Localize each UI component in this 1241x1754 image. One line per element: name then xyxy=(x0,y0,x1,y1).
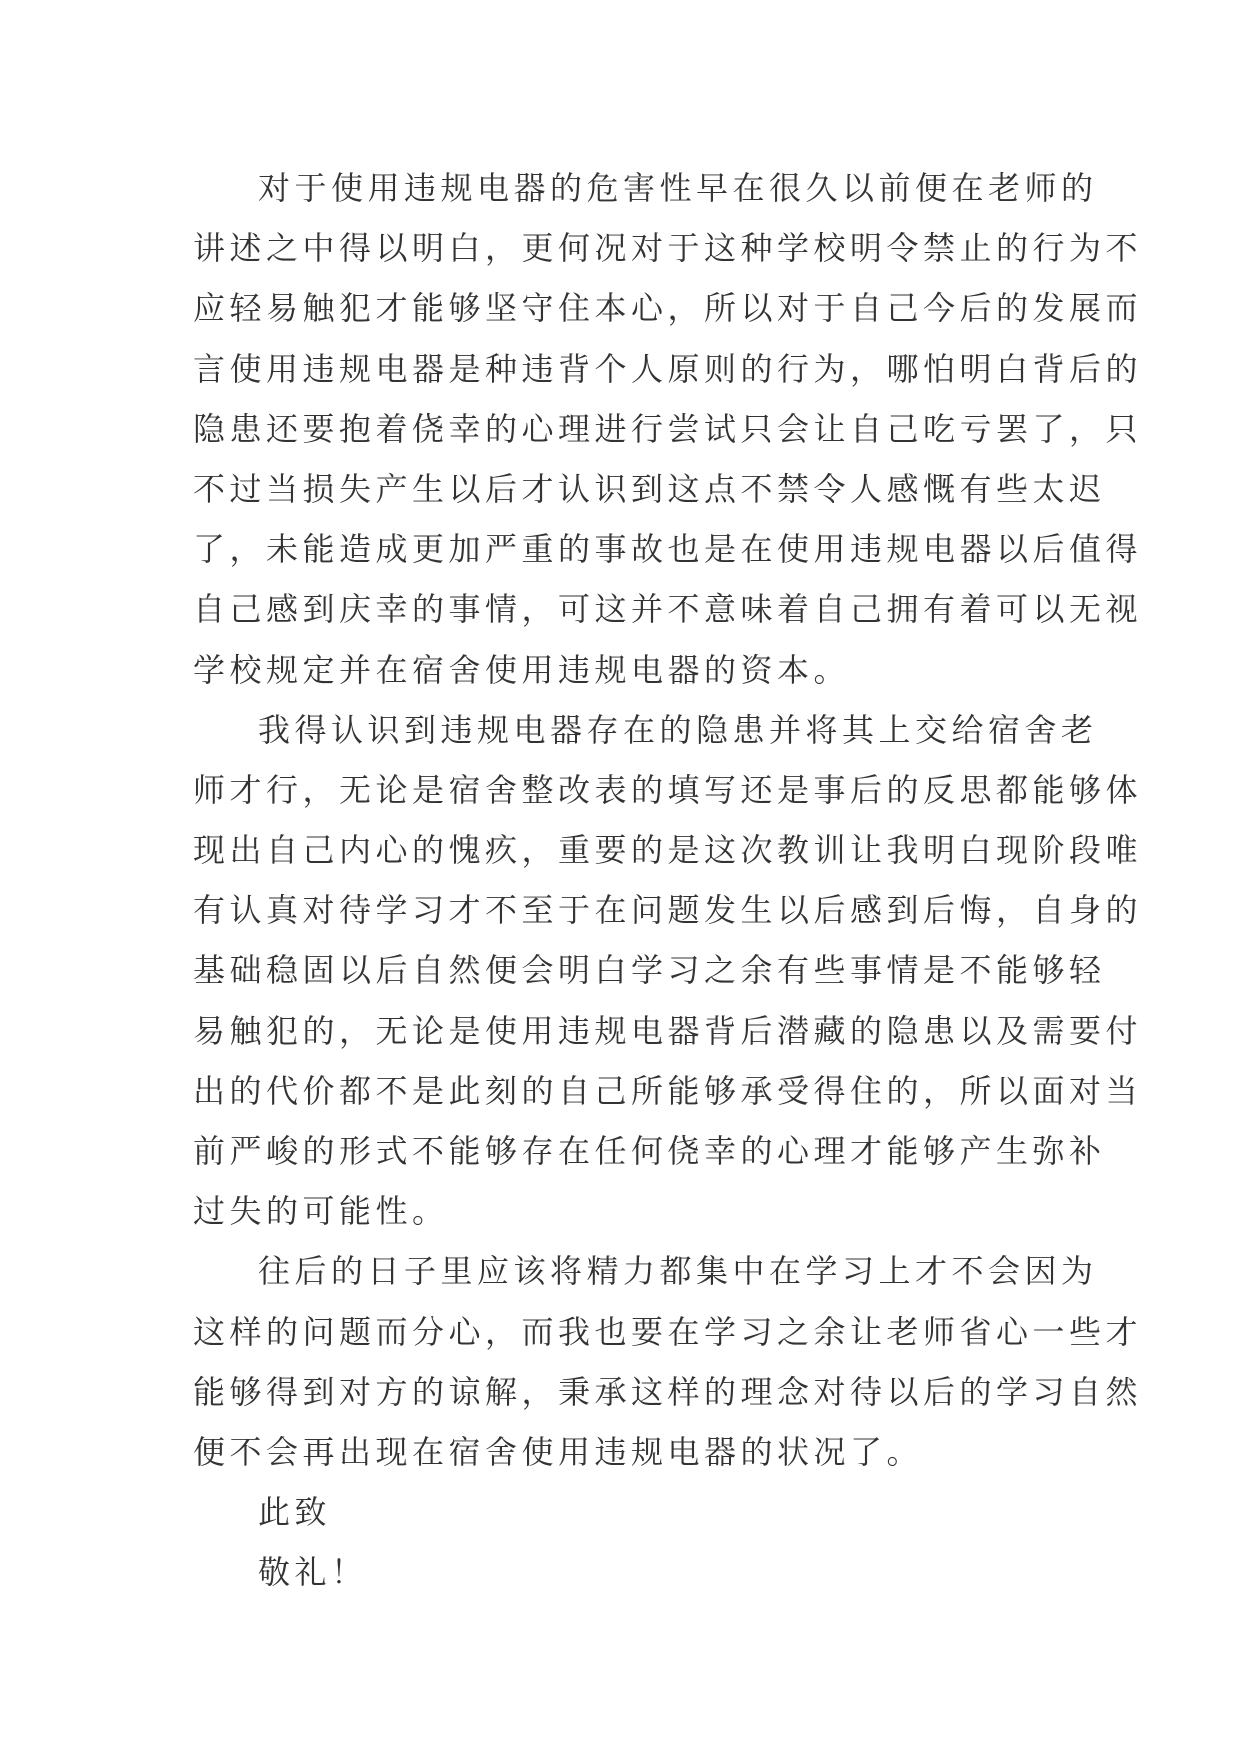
paragraph-1-line-3: 应轻易触犯才能够坚守住本心，所以对于自己今后的发展而 xyxy=(193,289,1143,328)
paragraph-2-line-6: 易触犯的，无论是使用违规电器背后潜藏的隐患以及需要付 xyxy=(193,1011,1143,1050)
paragraph-1-line-4: 言使用违规电器是种违背个人原则的行为，哪怕明白背后的 xyxy=(193,349,1143,388)
paragraph-2-line-9: 过失的可能性。 xyxy=(193,1192,449,1231)
paragraph-2-line-3: 现出自己内心的愧疚，重要的是这次教训让我明白现阶段唯 xyxy=(193,831,1143,870)
paragraph-2-line-4: 有认真对待学习才不至于在问题发生以后感到后悔，自身的 xyxy=(193,891,1143,930)
paragraph-2-line-7: 出的代价都不是此刻的自己所能够承受得住的，所以面对当 xyxy=(193,1071,1143,1110)
paragraph-1-line-8: 自己感到庆幸的事情，可这并不意味着自己拥有着可以无视 xyxy=(193,590,1143,629)
paragraph-1-line-2: 讲述之中得以明白，更何况对于这种学校明令禁止的行为不 xyxy=(193,229,1143,268)
paragraph-2-line-1: 我得认识到违规电器存在的隐患并将其上交给宿舍老 xyxy=(258,710,1098,749)
letter-body xyxy=(193,158,1143,1603)
paragraph-1-line-9: 学校规定并在宿舍使用违规电器的资本。 xyxy=(193,650,851,689)
paragraph-1-line-7: 了，未能造成更加严重的事故也是在使用违规电器以后值得 xyxy=(193,530,1143,569)
paragraph-1-line-6: 不过当损失产生以后才认识到这点不禁令人感慨有些太迟 xyxy=(193,469,1106,508)
paragraph-3-line-3: 能够得到对方的谅解，秉承这样的理念对待以后的学习自然 xyxy=(193,1372,1143,1411)
closing-salutation: 此致 xyxy=(258,1493,332,1532)
paragraph-3-line-1: 往后的日子里应该将精力都集中在学习上才不会因为 xyxy=(258,1252,1098,1291)
paragraph-1-line-5: 隐患还要抱着侥幸的心理进行尝试只会让自己吃亏罢了，只 xyxy=(193,409,1143,448)
paragraph-3-line-4: 便不会再出现在宿舍使用违规电器的状况了。 xyxy=(193,1432,924,1471)
paragraph-2-line-5: 基础稳固以后自然便会明白学习之余有些事情是不能够轻 xyxy=(193,951,1106,990)
paragraph-2-line-2: 师才行，无论是宿舍整改表的填写还是事后的反思都能够体 xyxy=(193,770,1143,809)
paragraph-3-line-2: 这样的问题而分心，而我也要在学习之余让老师省心一些才 xyxy=(193,1312,1143,1351)
closing-regards: 敬礼！ xyxy=(258,1553,368,1592)
paragraph-1-line-1: 对于使用违规电器的危害性早在很久以前便在老师的 xyxy=(258,169,1098,207)
paragraph-2-line-8: 前严峻的形式不能够存在任何侥幸的心理才能够产生弥补 xyxy=(193,1132,1106,1170)
